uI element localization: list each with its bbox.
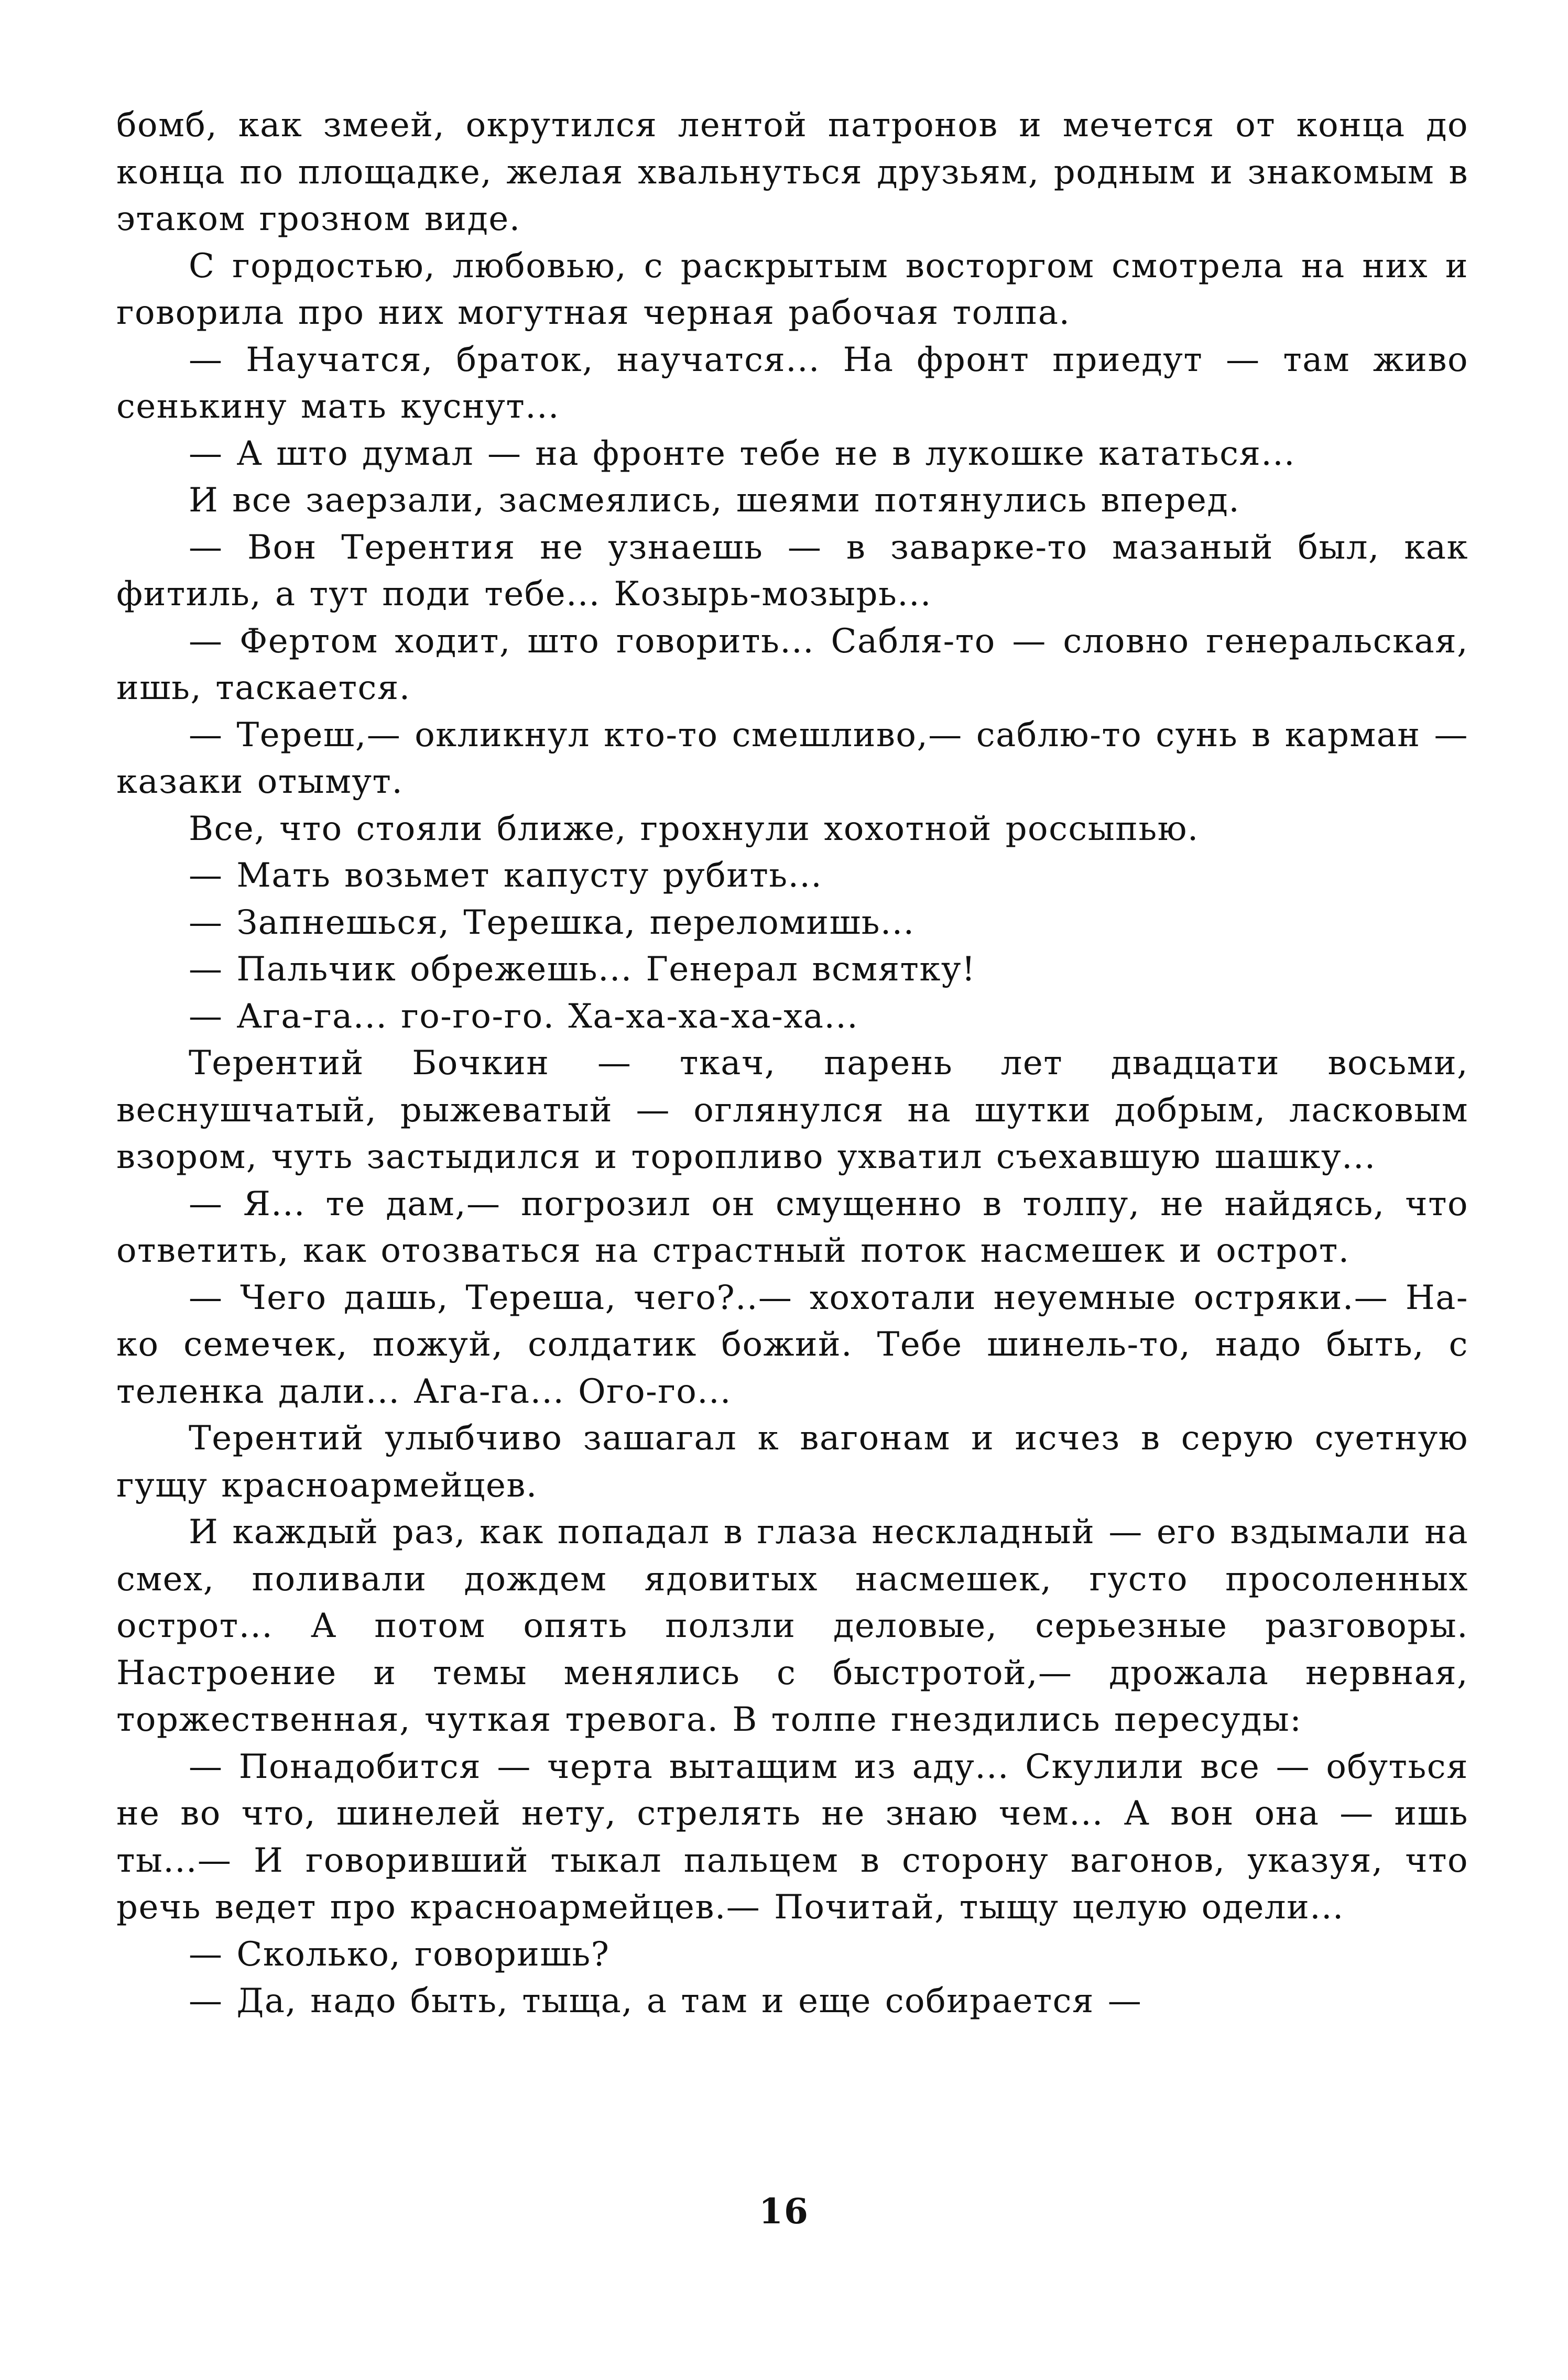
dialogue-line: — Мать возьмет капусту рубить... <box>189 856 823 895</box>
paragraph: Терентий улыбчиво зашагал к вагонам и исчез в серую суетную гущу красноармейцев. <box>116 1419 1468 1505</box>
dialogue-line: — Фертом ходит, што говорить... Сабля-то — словно генеральская, ишь, таскается. <box>116 621 1468 707</box>
dialogue-line: — Да, надо быть, тыща, а там и еще собирается — <box>189 1982 1142 2021</box>
dialogue-line: — Я... те дам,— погрозил он смущенно в толпу, не найдясь, что ответить, как отозваться на страстный поток насмешек и острот. <box>116 1184 1468 1270</box>
dialogue-line: — Сколько, говоришь? <box>189 1935 610 1974</box>
dialogue-line: — Ага-га... го-го-го. Ха-ха-ха-ха-ха... <box>189 997 859 1036</box>
dialogue-line: — Запнешься, Терешка, переломишь... <box>189 903 915 942</box>
dialogue-line: — А што думал — на фронте тебе не в лукошке кататься... <box>189 434 1295 473</box>
page-body <box>116 102 1468 2025</box>
paragraph: Терентий Бочкин — ткач, парень лет двадцати восьми, веснушчатый, рыжеватый — оглянулся на шутки добрым, ласковым взором, чуть застыдился и торопливо ухватил съехавшую шашку... <box>116 1044 1468 1176</box>
dialogue-line: — Вон Терентия не узнаешь — в заварке-то мазаный был, как фитиль, а тут поди тебе... Козырь-мозырь... <box>116 528 1468 614</box>
page-number: 16 <box>759 2191 809 2232</box>
dialogue-line: — Чего дашь, Тереша, чего?..— хохотали неуемные остряки.— На-ко семечек, пожуй, солдатик божий. Тебе шинель-то, надо быть, с теленка дали... Ага-га... Ого-го... <box>116 1278 1468 1411</box>
paragraph: С гордостью, любовью, с раскрытым восторгом смотрела на них и говорила про них могутная черная рабочая толпа. <box>116 246 1468 332</box>
paragraph: Все, что стояли ближе, грохнули хохотной россыпью. <box>189 809 1199 848</box>
paragraph: бомб, как змеей, окрутился лентой патронов и мечется от конца до конца по площадке, желая хвальнуться друзьям, родным и знакомым в этаком грозном виде. <box>116 106 1468 238</box>
dialogue-line: — Научатся, браток, научатся... На фронт приедут — там живо сенькину мать куснут... <box>116 340 1468 426</box>
dialogue-line: — Понадобится — черта вытащим из аду... Скулили все — обуться не во что, шинелей нету, стрелять не знаю чем... А вон она — ишь ты...— И говоривший тыкал пальцем в сторону вагонов, указуя, что речь ведет про красноармейцев.— Почитай, тыщу целую одели... <box>116 1747 1468 1927</box>
paragraph: И каждый раз, как попадал в глаза нескладный — его вздымали на смех, поливали дождем ядовитых насмешек, густо просоленных острот... А потом опять ползли деловые, серьезные разговоры. Настроение и темы менялись с быстротой,— дрожала нервная, торжественная, чуткая тревога. В толпе гнездились пересуды: <box>116 1513 1468 1739</box>
paragraph: И все заерзали, засмеялись, шеями потянулись вперед. <box>189 481 1240 520</box>
dialogue-line: — Тереш,— окликнул кто-то смешливо,— саблю-то сунь в карман — казаки отымут. <box>116 715 1468 801</box>
dialogue-line: — Пальчик обрежешь... Генерал всмятку! <box>189 950 976 989</box>
